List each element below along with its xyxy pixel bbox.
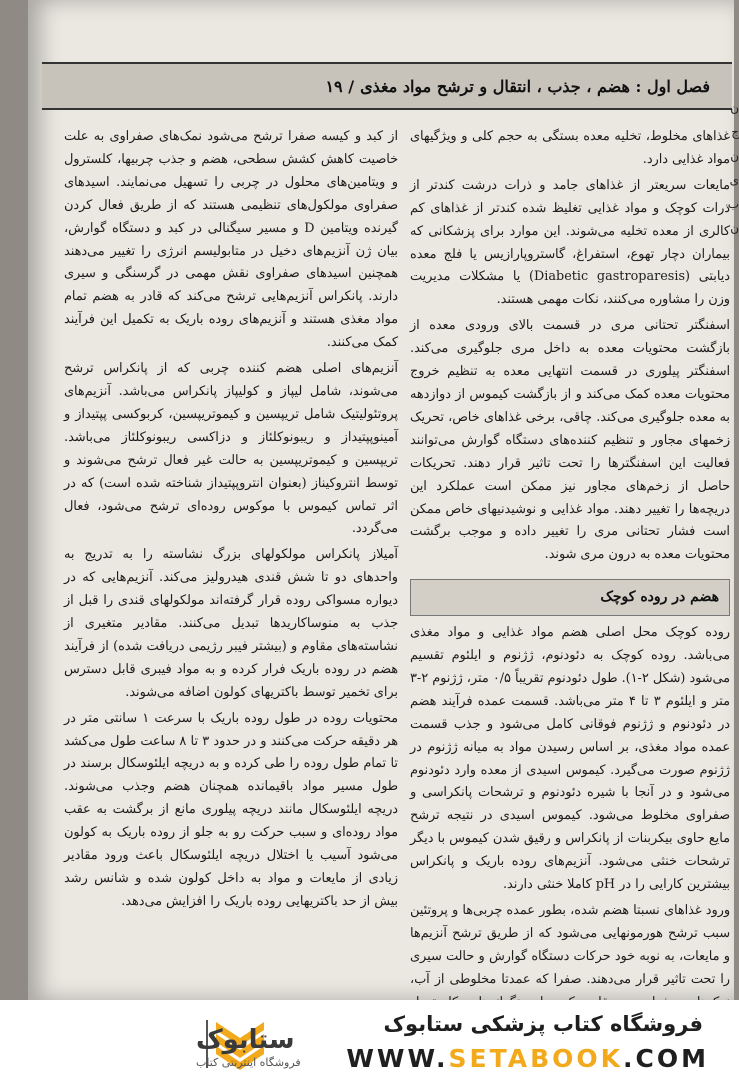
paragraph: ورود غذاهای نسبتا هضم شده، بطور عمده چربی‌ها و پروتئین سبب ترشح هورمونهایی می‌شود که از طریق ترشح آنزیم‌ها و مایعات، به نوبه خود حرکات دستگاه گوارش و حالت سیری را تحت تاثیر قرار می‌دهند. صفرا که عمدتا مخلوطی از آب، (410, 903, 730, 987)
chapter-header (42, 62, 732, 110)
setabook-logo[interactable] (20, 1016, 301, 1072)
edge-fragment: ج (731, 125, 739, 139)
store-banner (0, 1000, 739, 1080)
logo-wordmark: ستابوک (196, 1025, 295, 1055)
page-number: / ۱۹ (325, 76, 355, 96)
paragraph: محتویات روده در طول روده باریک با سرعت ۱ سانتی متر در هر دقیقه حرکت می‌کنند و در حدود ۳ تا ۸ ساعت طول می‌کشد تا تمام طول روده را طی کرده و به دریچه ایلئوسکال برسند در طول مسیر مواد باقیمانده همچنان هضم وجذب می‌شوند. دریچه ایلئوسکال مانند دریچه پیلوری مانع از برگشت به عقب مواد روده‌ای و سبب حرکت رو به جلو از روده باریک به کولون می‌شود آسیب یا اختلال دریچه ایلئوسکال باعث ورود مقادیر زیادی از مایعات و مواد به داخل کولون شده و شانس رشد بیش از حد باکتریهایی روده باریک را افزایش می‌دهد. (64, 710, 398, 909)
chapter-title: فصل اول : هضم ، جذب ، انتقال و ترشح مواد مغذی (360, 76, 710, 96)
paragraph: روده کوچک محل اصلی هضم مواد غذایی و مواد مغذی می‌باشد. روده کوچک به دئودنوم، ژژنوم و ایلئوم تقسیم می‌شود (شکل ۲-۱). طول دئودنوم تقریباً ۰/۵ متر، ژژنوم ۲-۳ متر و ایلئوم ۳ تا ۴ متر می‌باشد. قسمت عمده فرآیند هضم در دئودنوم و ژژنوم فوقانی کامل می‌شود و جذب قسمت عمده مواد مغذی، بر اساس رسیدن مواد به میانه ژژنوم در ژژنوم صورت می‌گیرد. کیموس اسیدی از معده وارد دئودنوم می‌شود و در آنجا با شیره دئودنوم و ترشحات پانکراسی و صفراوی مخلوط می‌شود. کیموس اسیدی در نتیجه ترشح مایع حاوی بیکربنات از پانکراس و رقیق شدن کیموس با دیگر ترشحات خنثی می‌شود. آنزیم‌های روده باریک و پانکراس بیشترین کارایی را در pH کاملا خنثی دارند. (410, 625, 730, 893)
adjacent-page-edge (706, 96, 739, 516)
edge-fragment: ن (730, 101, 739, 115)
url-prefix: WWW. (346, 1044, 449, 1073)
paragraph: مایعات سریعتر از غذاهای جامد و ذرات درشت کندتر از ذرات کوچک و مواد غذایی تغلیظ شده کندتر از غذاهای کم کالری از معده تخلیه می‌شوند. این موارد برای پزشکانی که بیماران دچار تهوع، استفراغ، گاستروپارازیس یا فلج معده دیابتی (Diabetic gastroparesis) یا مشکلات مدیریت وزن را مشاوره می‌کنند، نکات مهمی هستند. (410, 177, 730, 308)
section-heading-small-intestine: هضم در روده کوچک (410, 579, 730, 616)
paragraph: آمیلاز پانکراس مولکولهای بزرگ نشاسته را به تدریج به واحدهای دو تا شش قندی هیدرولیز می‌کند. آنزیم‌هایی که در دیواره مسواکی روده قرار گرفته‌اند مولکولهای قندی را قبل از جذب به منوساکاریدها تبدیل می‌کنند. مقادیر متغیری از نشاسته‌های مقاوم و (بیشتر فیبر رژیمی دریافت شده) از فرآیند هضم در روده باریک فرار کرده و به مواد فیبری قابل دسترس برای تخمیر توسط باکتریهای کولون اضافه می‌شوند. (64, 547, 398, 700)
url-brand: SETABOOK (448, 1044, 624, 1073)
url-suffix: .COM (623, 1044, 709, 1073)
paragraph: غذاهای مخلوط، تخلیه معده بستگی به حجم کلی و ویژگیهای مواد غذایی دارد. (410, 129, 730, 167)
right-text-column (410, 126, 730, 1040)
book-page (28, 0, 734, 1000)
paragraph: از کبد و کیسه صفرا ترشح می‌شود نمک‌های صفراوی به علت خاصیت کاهش کشش سطحی، هضم و جذب چربیها، کلسترول و ویتامین‌های محلول در چربی را تسهیل می‌نمایند. اسیدهای صفراوی مولکول‌های تنظیمی هستند که از طریق فعال کردن گیرنده ویتامین D و مسیر سیگنالی در کبد و دستگاه گوارش، بیان ژن آنزیم‌های دخیل در متابولیسم انرژی را تغییر می‌دهند همچنین اسیدهای صفراوی نقش مهمی در گرسنگی و سیری دارند. پانکراس آنزیم‌هایی ترشح می‌کند که قادر به هضم تمام مواد مغذی هستند و آنزیم‌های روده باریک به تکمیل این فرآیند کمک می‌کنند. (64, 129, 398, 351)
edge-fragment: ن (730, 149, 739, 163)
edge-fragment: ی (729, 173, 739, 187)
store-url-link[interactable] (346, 1044, 709, 1073)
logo-tagline: فروشگاه اینترنتی کتاب (196, 1056, 301, 1069)
paragraph: آنزیم‌های اصلی هضم کننده چربی که از پانکراس ترشح می‌شوند، شامل لیپاز و کولیپاز پانکراس می‌باشد. آنزیم‌های پروتئولیتیک شامل تریپسین و کیموتریپسین، کربوکسی پپتیداز و آمینوپپتیداز و ریبونوکلئاز و دزاکسی ریبونوکلئاز می‌باشد. تریپسین و کیموتریپسین به حالت غیر فعال ترشح می‌شوند و توسط انتروکیناز (بعنوان انتروپپتیداز شناخته شده است) که در اثر تماس کیموس با موکوس روده‌ای ترشح می‌شود، فعال می‌گردد. (64, 361, 398, 537)
paragraph: اسفنگتر تحتانی مری در قسمت بالای ورودی معده از بازگشت محتویات معده به داخل مری جلوگیری می‌کند. اسفنگتر پیلوری در قسمت انتهایی معده به تنظیم خروج محتویات معده کمک می‌کند و از بازگشت کیموس از دوازدهه به معده جلوگیری می‌کند. چاقی، برخی غذاهای خاص، تحریک زخمهای مجاور و تنظیم کننده‌های دستگاه گوارش می‌توانند فعالیت این اسفنگترها را تحت تاثیر قرار دهند. تحریکات حاصل از زخم‌های مجاور نیز ممکن است عملکرد این دریچه‌ها را تغییر دهند. مواد غذایی و نوشیدنیهای خاص ممکن است فشار تحتانی مری را تغییر داده و موجب برگشت محتویات معده به درون مری شوند. (410, 318, 730, 563)
left-text-column (64, 126, 398, 917)
edge-fragment: ب (727, 197, 739, 211)
store-name: فروشگاه کتاب پزشکی ستابوک (383, 1012, 703, 1036)
edge-fragment: ن (730, 221, 739, 235)
